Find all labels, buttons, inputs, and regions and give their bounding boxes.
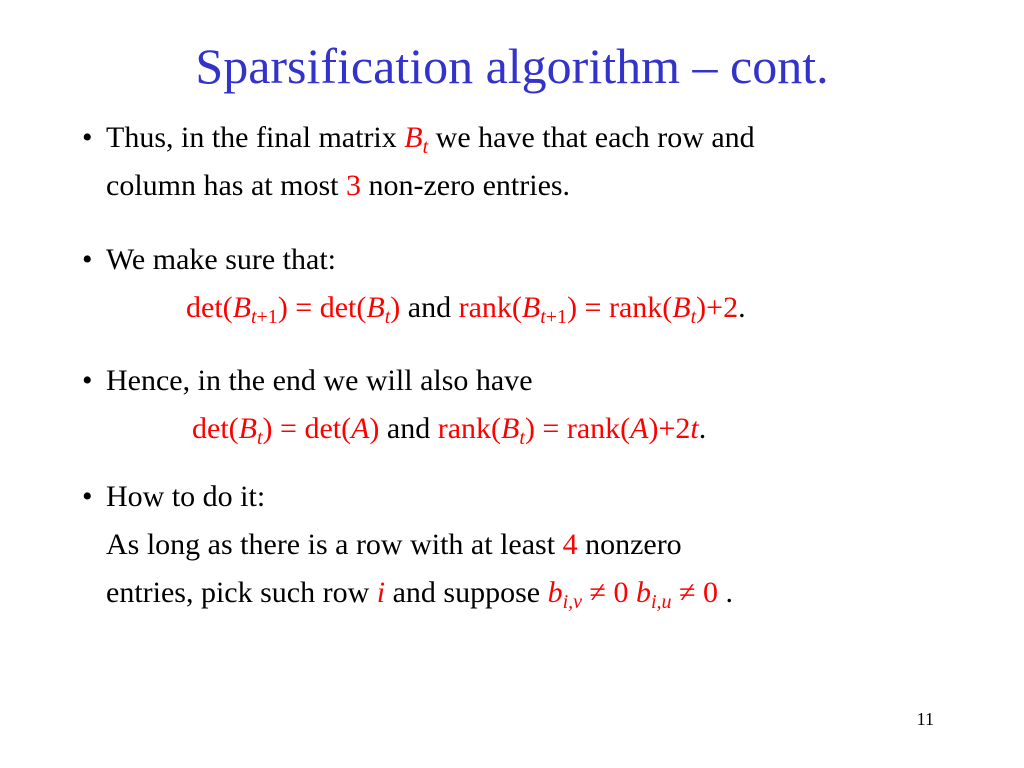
- text-run: As long as there is a row with at least: [106, 528, 563, 561]
- formula-line: [106, 284, 746, 332]
- formula-rank: $rank(B_t)$ = rank(A)+2t: [437, 412, 699, 449]
- bullet-dot: •: [82, 364, 93, 397]
- bullet-dot: •: [82, 121, 93, 154]
- text-and: and: [400, 291, 459, 324]
- text-run: non-zero entries.: [360, 169, 571, 202]
- text-run: and suppose: [385, 576, 548, 609]
- text-period: .: [718, 576, 734, 609]
- text-period: .: [698, 412, 707, 445]
- formula-b-iv: $b_{i,v} \ne 0$: [547, 576, 636, 613]
- bullet-line: [106, 114, 755, 162]
- highlight-number: 3: [345, 169, 361, 202]
- bullet-line: Hence, in the end we will also have: [106, 364, 533, 397]
- formula-det: $\det(B_t) = \det(A)$: [192, 412, 380, 449]
- slide-title: Sparsification algorithm – cont.: [195, 38, 829, 94]
- text-run: column has at most: [106, 169, 346, 202]
- text-run: entries, pick such row: [106, 576, 377, 609]
- highlight-number: 4: [562, 528, 578, 561]
- bullet-dot: •: [82, 480, 93, 513]
- matrix-b-t: $B_t$: [404, 121, 429, 158]
- text-period: .: [738, 291, 746, 324]
- text-and: and: [379, 412, 438, 445]
- text-run: we have that each row and: [428, 121, 755, 154]
- page-number: 11: [916, 709, 934, 729]
- bullet-line: [106, 162, 755, 210]
- row-index-i: i: [376, 576, 386, 609]
- bullet-line: We make sure that:: [106, 243, 336, 276]
- formula-rank: $rank(B_{t+1})$ = $rank(B_t)+2$: [458, 291, 739, 328]
- text-run: nonzero: [577, 528, 682, 561]
- text-run: Thus, in the final matrix: [106, 121, 405, 154]
- bullet-dot: •: [82, 243, 93, 276]
- bullet-line: How to do it:: [106, 480, 266, 513]
- formula-det: $\det(B_{t+1}) = \det(B_t)$: [186, 291, 401, 328]
- bullet-line: [106, 521, 733, 569]
- formula-b-iu: $b_{i,u} \ne 0$: [636, 576, 719, 613]
- formula-line: [106, 405, 706, 453]
- bullet-line: [106, 569, 733, 617]
